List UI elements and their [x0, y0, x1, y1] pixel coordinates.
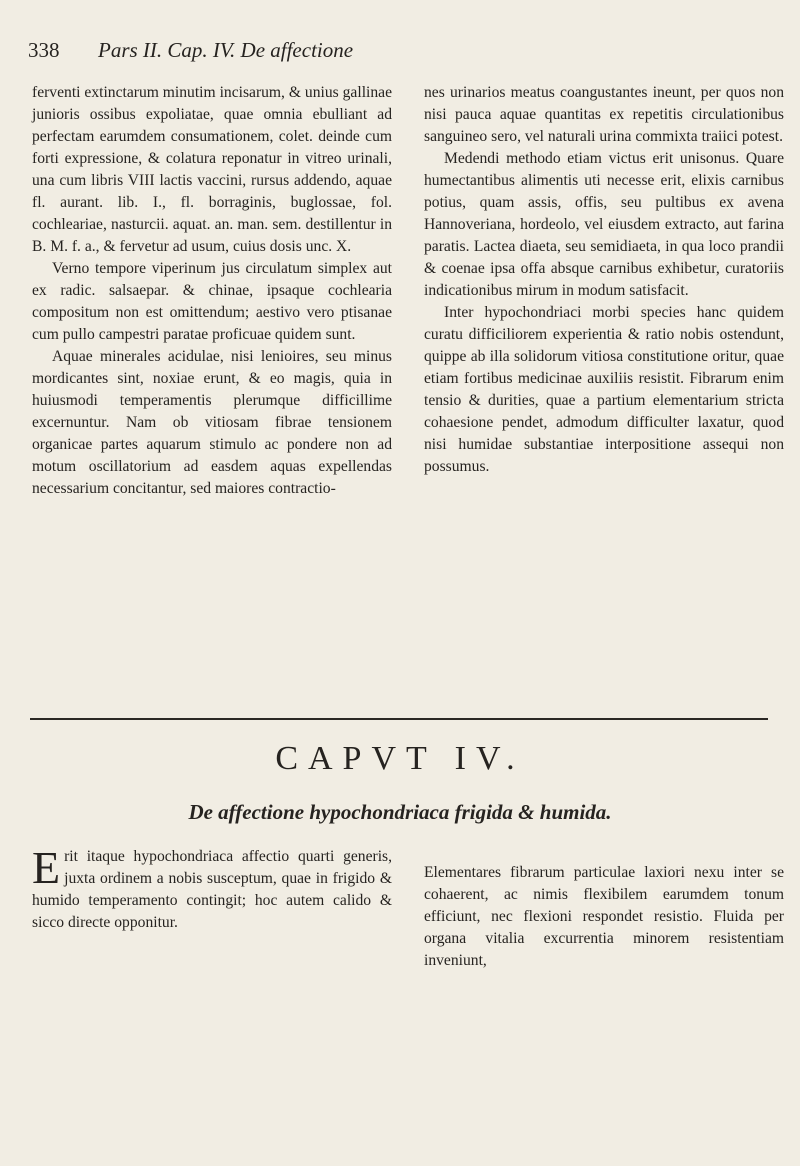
paragraph: Medendi methodo etiam victus erit unisonus. Quare humectantibus alimentis uti necesse erit, elixis carnibus potius, quam assis, offis, seu pultibus ex avena Hannoveriana, hordeolo, vel eiusdem extracto, aut farina paratis. Lactea diaeta, seu semidiaeta, in qua loco prandii & coenae ipsa offa absque carnibus exhibetur, curatoriis indicationibus mirum in modum satisfacit.	[424, 150, 784, 299]
paragraph: Elementares fibrarum particulae laxiori nexu inter se cohaerent, ac nimis flexibilem earumdem tonum efficiunt, nec flexioni respondet resistio. Fluida per organa vitalia excurrentia minorem resistentiam inveniunt,	[424, 863, 784, 969]
paragraph: rit itaque hypochondriaca affectio quarti generis, juxta ordinem a nobis susceptum, quae in frigido & humido temperamento contingit; hoc autem calido & sicco directe opponitur.	[32, 848, 392, 931]
paragraph: nes urinarios meatus coangustantes ineunt, per quos non nisi pauca aquae quantitas ex repetitis circulationibus sanguineo sero, vel naturali urina commixta traiici potest.	[424, 84, 784, 145]
page-number: 338	[28, 38, 60, 62]
running-title: Pars II. Cap. IV. De affectione	[98, 38, 354, 62]
running-head	[28, 38, 768, 68]
paragraph: Verno tempore viperinum jus circulatum simplex aut ex radic. salsaepar. & chinae, ipsaque cochlearia compositum non est omittendum; aestivo vero ptisanae cum pullo campestri paratae proficuae quidem sunt.	[32, 260, 392, 343]
paragraph: ferventi extinctarum minutim incisarum, & unius gallinae junioris ossibus expoliatae, quae omnia ebulliant ad perfectam earumdem consumationem, colet. deinde cum forti expressione, & colatura reponatur in vitreo urinali, una cum libris VIII lactis vaccini, rursus addendo, aquae fl. aurant. lib. I., fl. borraginis, buglossae, fol. cochleariae, nasturcii. aquat. an. man. sem. destillentur in B. M. f. a., & fervetur ad usum, cuius dosis unc. X.	[32, 84, 392, 255]
left-column-bottom	[32, 842, 392, 934]
right-column-bottom	[424, 846, 784, 987]
chapter-title: De affectione hypochondriaca frigida & humida.	[188, 800, 612, 824]
paragraph: Inter hypochondriaci morbi species hanc quidem curatu difficiliorem experientia & ratio nobis ostendunt, quippe ab illa solidorum vitiosa constitutione oritur, quae etiam fortibus medicinae auxiliis resistit. Fibrarum enim tensio & durities, quae a partium elementarium stricta cohaesione pendet, admodum difficulter laxatur, quod nisi humidae substantiae interpositione assequi non possumus.	[424, 304, 784, 475]
left-column-top	[32, 82, 392, 500]
section-divider	[30, 718, 768, 720]
drop-cap: E	[32, 842, 61, 893]
chapter-heading: CAPVT IV.	[275, 740, 525, 777]
paragraph: Aquae minerales acidulae, nisi lenioires, seu minus mordicantes sint, noxiae erunt, & eo magis, quia in huiusmodi temperamentis plerumque difficillime excernuntur. Nam ob vitiosam fibrae tensionem organicae partes aquarum stimulo ac pondere non ad motum oscillatorium ad easdem aquas expellendas necessarium concitantur, sed maiores contractio-	[32, 348, 392, 497]
right-column-top	[424, 82, 784, 478]
